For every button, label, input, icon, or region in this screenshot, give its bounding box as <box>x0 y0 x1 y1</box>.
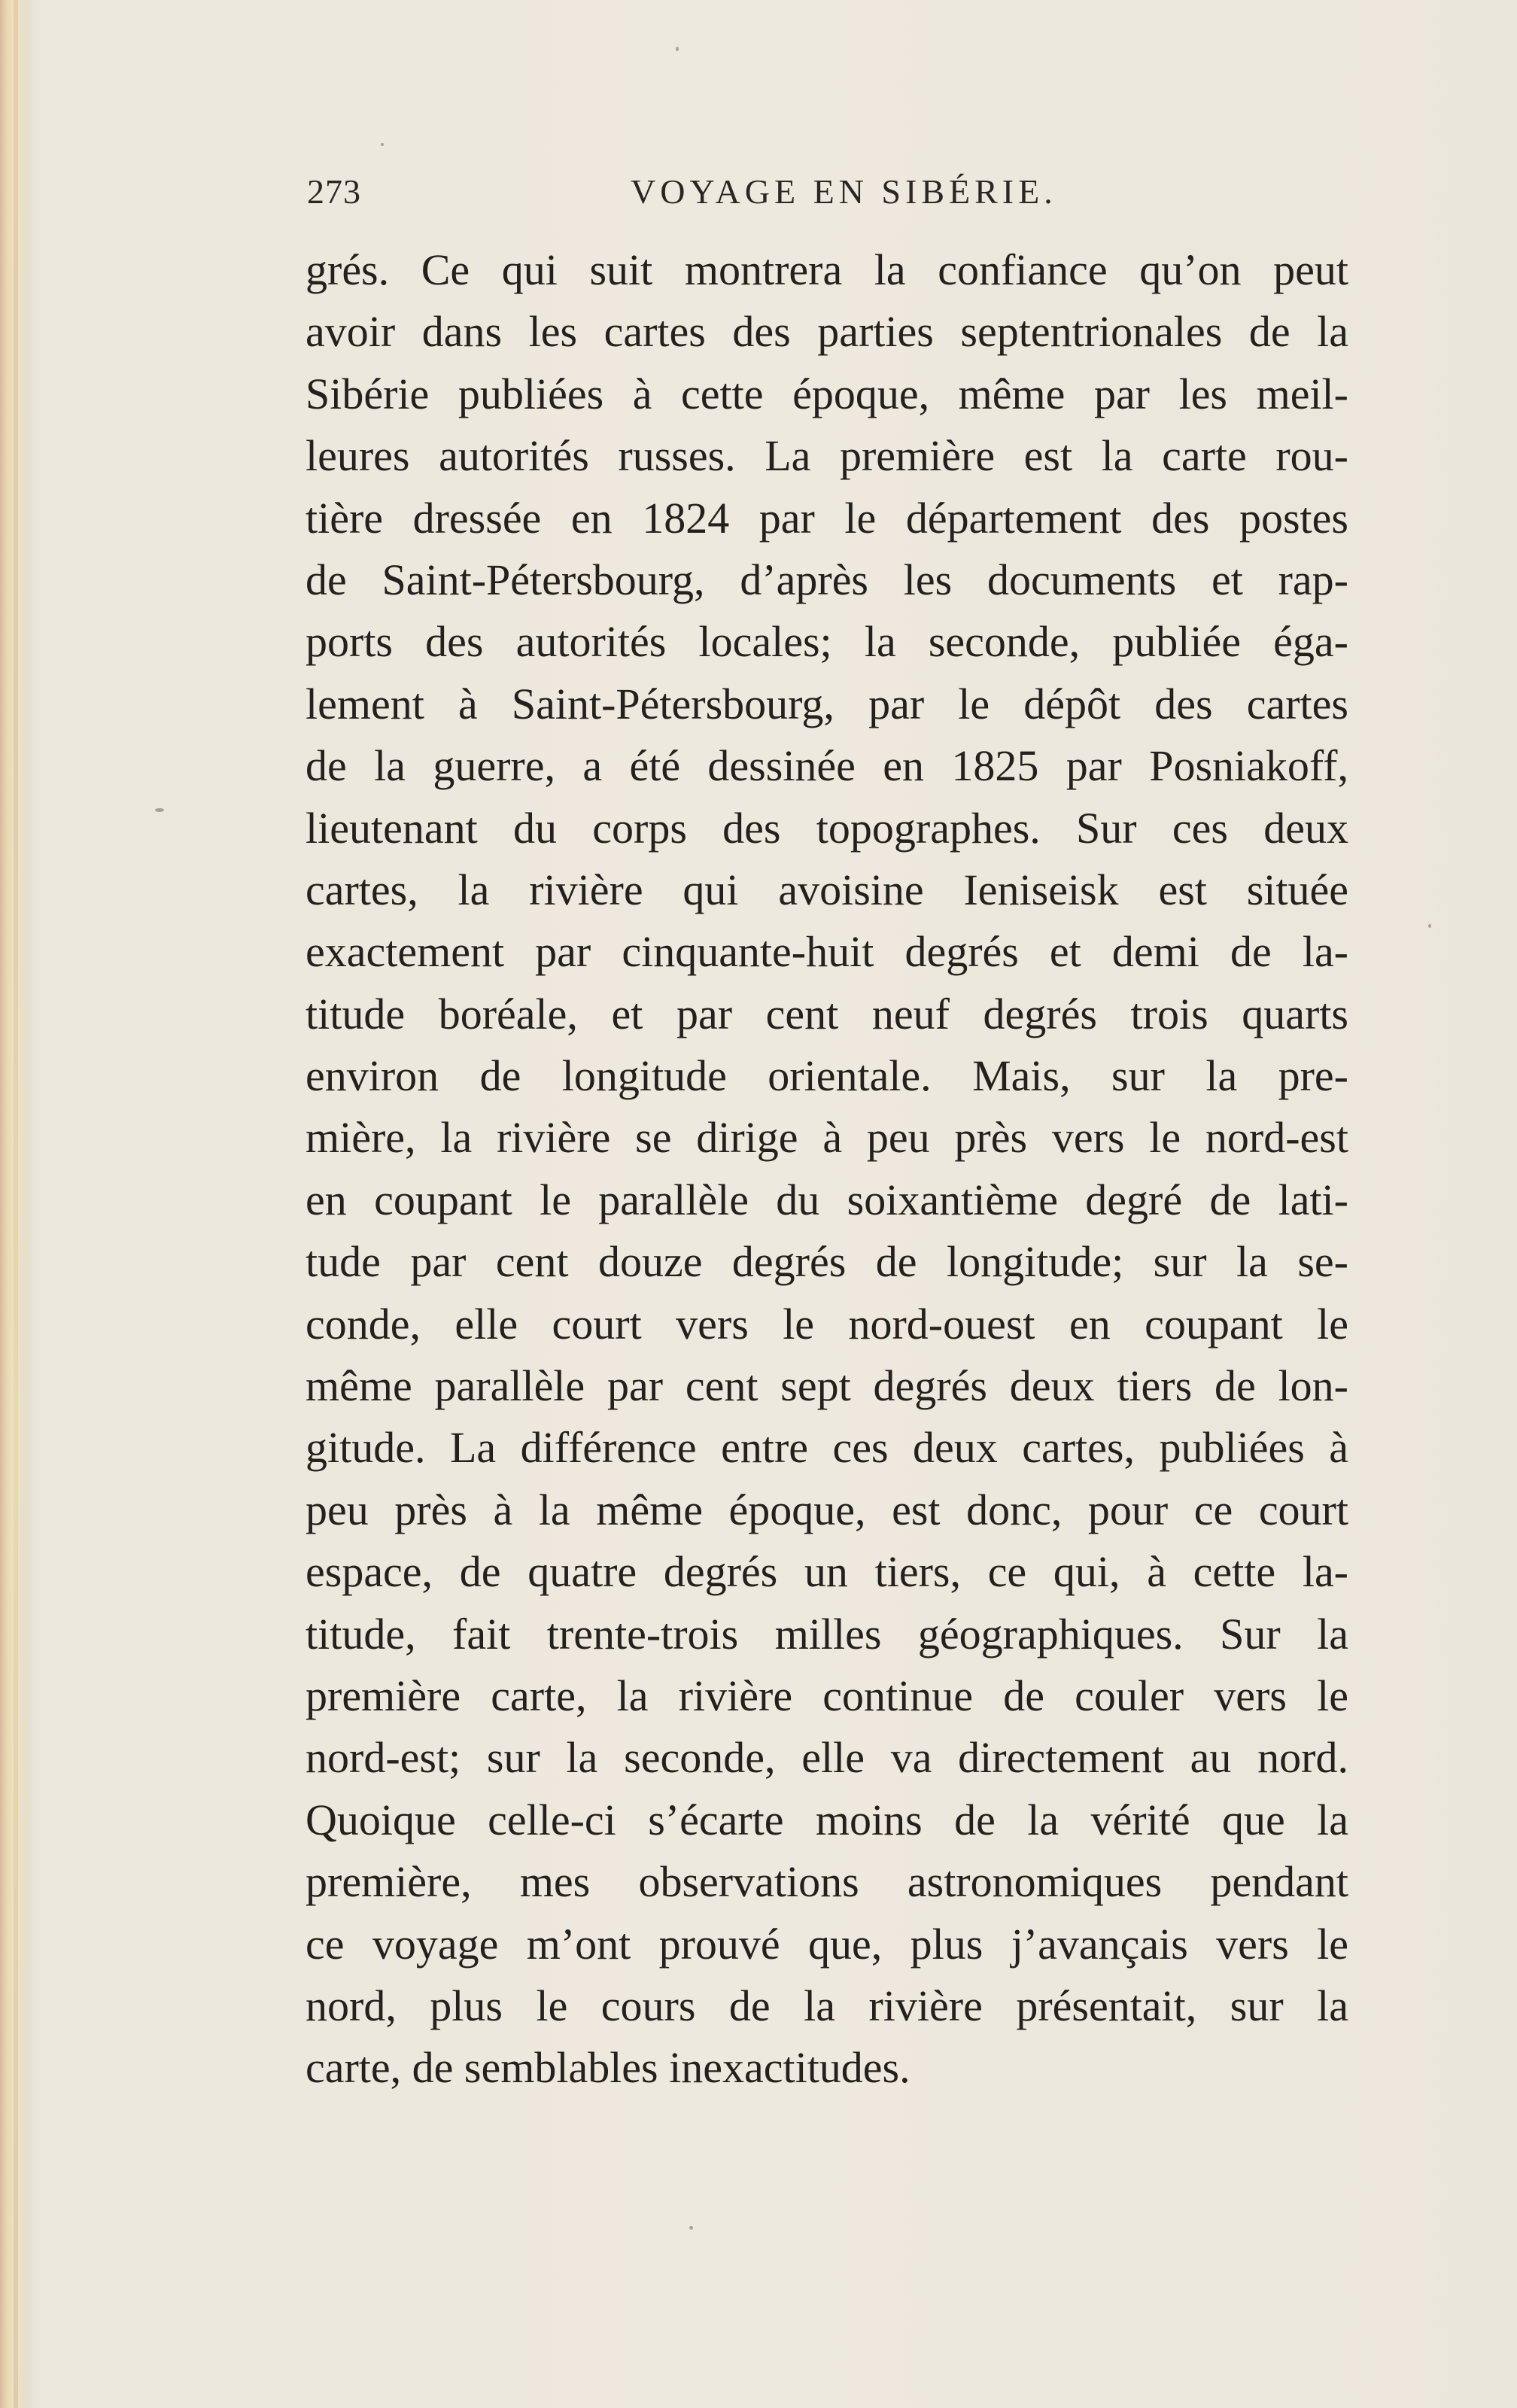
text-line: conde, elle court vers le nord-ouest en coupant le <box>306 1299 1348 1348</box>
text-line: première, mes observations astronomiques pendant <box>306 1857 1348 1907</box>
text-line: nord-est; sur la seconde, elle va directement au nord. <box>306 1733 1348 1783</box>
text-line: espace, de quatre degrés un tiers, ce qui, à cette la- <box>306 1547 1348 1597</box>
paper-speck <box>155 808 164 812</box>
text-line: gitude. La différence entre ces deux cartes, publiées à <box>306 1423 1348 1473</box>
text-line: de la guerre, a été dessinée en 1825 par Posniakoff, <box>306 741 1348 791</box>
text-line: de Saint-Pétersbourg, d’après les documents et rap- <box>306 555 1348 604</box>
text-line: avoir dans les cartes des parties septentrionales de la <box>306 307 1348 357</box>
text-line: tude par cent douze degrés de longitude; sur la se- <box>306 1237 1348 1287</box>
text-line: lement à Saint-Pétersbourg, par le dépôt des cartes <box>306 679 1348 728</box>
paper-speck <box>689 2226 693 2230</box>
text-line: lieutenant du corps des topographes. Sur ces deux <box>306 803 1348 853</box>
text-line: première carte, la rivière continue de couler vers le <box>306 1671 1348 1720</box>
text-line: exactement par cinquante-huit degrés et demi de la- <box>306 927 1348 977</box>
body-text <box>306 239 1348 2099</box>
text-line: Quoique celle-ci s’écarte moins de la vérité que la <box>306 1795 1348 1844</box>
text-line: mière, la rivière se dirige à peu près vers le nord-est <box>306 1113 1348 1163</box>
running-title: VOYAGE EN SIBÉRIE. <box>631 172 1057 211</box>
text-line: titude, fait trente-trois milles géographiques. Sur la <box>306 1609 1348 1659</box>
text-line: peu près à la même époque, est donc, pour ce court <box>306 1485 1348 1534</box>
running-header <box>307 172 1345 220</box>
page-number: 273 <box>307 172 361 211</box>
text-line: environ de longitude orientale. Mais, sur la pre- <box>306 1051 1348 1101</box>
text-line: leures autorités russes. La première est la carte rou- <box>306 431 1348 481</box>
text-line: tière dressée en 1824 par le département des postes <box>306 493 1348 543</box>
text-line: cartes, la rivière qui avoisine Ieniseisk est située <box>306 865 1348 914</box>
page-edge-stain <box>14 0 18 2408</box>
text-line: nord, plus le cours de la rivière présentait, sur la <box>306 1981 1348 2030</box>
paper-speck <box>676 47 679 51</box>
text-line: ports des autorités locales; la seconde, publiée éga- <box>306 617 1348 667</box>
text-line: carte, de semblables inexactitudes. <box>306 2043 911 2093</box>
paper-speck <box>1428 924 1431 928</box>
text-line: titude boréale, et par cent neuf degrés trois quarts <box>306 989 1348 1038</box>
paper-speck <box>381 143 384 146</box>
text-line: grés. Ce qui suit montrera la confiance qu’on peut <box>306 245 1348 294</box>
text-line: même parallèle par cent sept degrés deux tiers de lon- <box>306 1361 1348 1411</box>
text-line: Sibérie publiées à cette époque, même par les meil- <box>306 369 1348 418</box>
text-line: ce voyage m’ont prouvé que, plus j’avançais vers le <box>306 1919 1348 1969</box>
text-line: en coupant le parallèle du soixantième degré de lati- <box>306 1175 1348 1224</box>
